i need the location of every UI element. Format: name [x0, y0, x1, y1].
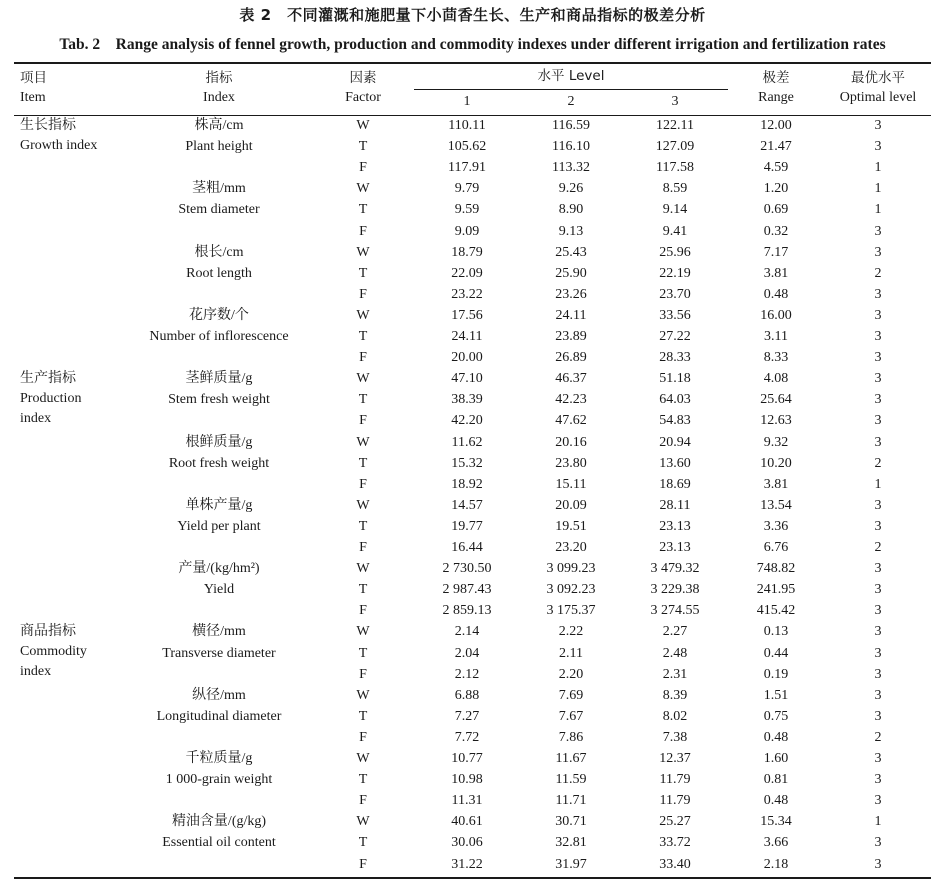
optimal-level-value: 3 — [874, 392, 882, 408]
header-optimal-en: Optimal level — [839, 90, 917, 105]
header-level — [414, 66, 728, 87]
level-3-value: 23.13 — [659, 518, 691, 534]
optimal-level-value: 3 — [874, 350, 882, 366]
level-3-value: 3 479.32 — [650, 561, 700, 577]
range-value: 415.42 — [756, 603, 796, 619]
level-3-value: 13.60 — [659, 455, 691, 471]
level-3-value: 54.83 — [659, 413, 691, 429]
factor-cell: W — [356, 307, 370, 323]
level-3-value: 3 229.38 — [650, 582, 700, 598]
item-label-en: Growth index — [20, 138, 98, 153]
level-3-value: 51.18 — [659, 371, 691, 387]
table-caption-en: Tab. 2 Range analysis of fennel growth, production and commodity indexes under different irrigation and fertilization rates — [59, 36, 886, 53]
range-value: 3.66 — [763, 835, 789, 851]
factor-cell: W — [356, 624, 370, 640]
optimal-level-value: 3 — [874, 118, 882, 133]
level-3-value: 11.79 — [659, 793, 691, 809]
range-value: 25.64 — [760, 392, 792, 408]
index-label-zh: 精油含量/(g/kg) — [171, 814, 267, 830]
range-value: 0.48 — [763, 793, 789, 809]
level-2-value: 116.10 — [552, 139, 590, 155]
range-value: 0.48 — [763, 286, 789, 302]
level-3-value: 25.96 — [659, 244, 691, 260]
level-1-value: 23.22 — [451, 286, 483, 302]
range-value: 1.20 — [763, 181, 789, 197]
level-1-value: 6.88 — [454, 687, 480, 703]
optimal-level-value: 3 — [874, 793, 882, 809]
level-3-value: 8.02 — [662, 708, 688, 724]
factor-cell: F — [359, 223, 367, 239]
index-label-en: Stem diameter — [178, 202, 260, 218]
range-value: 6.76 — [763, 540, 789, 555]
index-label-en: Longitudinal diameter — [156, 708, 282, 724]
level-3-value: 25.27 — [659, 814, 691, 830]
level-1-value: 2 987.43 — [442, 582, 492, 598]
level-2-value: 46.37 — [555, 371, 587, 387]
level-3-value: 8.59 — [662, 181, 688, 197]
level-3-value: 117.58 — [656, 160, 694, 176]
index-label-zh: 纵径/mm — [192, 687, 246, 703]
factor-cell: W — [356, 118, 370, 133]
level-1-value: 20.00 — [451, 350, 483, 366]
level-1-value: 2 859.13 — [442, 603, 492, 619]
level-1-value: 117.91 — [448, 160, 486, 176]
index-label-zh: 根长/cm — [194, 244, 244, 260]
level-2-value: 15.11 — [555, 476, 587, 492]
level-2-value: 3 099.23 — [546, 561, 596, 577]
factor-cell: F — [359, 540, 367, 555]
header-level-3: 3 — [671, 94, 679, 109]
factor-cell: F — [359, 729, 367, 745]
range-value: 9.32 — [763, 434, 789, 450]
optimal-level-value: 3 — [874, 286, 882, 302]
index-label-zh: 横径/mm — [192, 624, 246, 640]
level-3-value: 23.70 — [659, 286, 691, 302]
level-2-value: 30.71 — [555, 814, 587, 830]
optimal-level-value: 3 — [874, 772, 882, 788]
factor-cell: T — [358, 708, 368, 724]
index-label-zh: 根鲜质量/g — [185, 434, 253, 450]
level-2-value: 23.26 — [555, 286, 587, 302]
level-2-value: 3 175.37 — [546, 603, 596, 619]
level-1-value: 9.79 — [454, 181, 480, 197]
level-3-value: 9.14 — [662, 202, 688, 218]
level-2-value: 9.26 — [558, 181, 584, 197]
level-1-value: 2 730.50 — [442, 561, 492, 577]
optimal-level-value: 1 — [874, 202, 882, 218]
header-level-1: 1 — [463, 94, 471, 109]
range-value: 0.69 — [763, 202, 789, 218]
index-label-en: Yield — [203, 582, 235, 598]
factor-cell: W — [356, 244, 370, 260]
index-label-en: Yield per plant — [177, 518, 261, 534]
factor-cell: F — [359, 413, 367, 429]
header-index-en: Index — [203, 90, 235, 105]
header-range — [736, 68, 816, 108]
index-label-zh: 单株产量/g — [185, 497, 253, 513]
level-2-value: 11.67 — [555, 751, 587, 766]
level-3-value: 8.39 — [662, 687, 688, 703]
factor-cell: F — [359, 286, 367, 302]
level-1-value: 15.32 — [451, 455, 483, 471]
level-2-value: 2.20 — [558, 666, 584, 682]
range-value: 1.51 — [763, 687, 789, 703]
factor-cell: F — [359, 160, 367, 176]
index-label-zh: 茎鲜质量/g — [185, 371, 253, 387]
header-optimal — [818, 68, 938, 108]
level-1-value: 2.04 — [454, 645, 480, 661]
optimal-level-value: 3 — [874, 139, 882, 155]
index-label-en: 1 000-grain weight — [165, 772, 273, 788]
factor-cell: T — [358, 518, 368, 534]
level-1-value: 18.79 — [451, 244, 483, 260]
optimal-level-value: 3 — [874, 434, 882, 450]
range-value: 21.47 — [760, 139, 792, 155]
range-value: 7.17 — [763, 244, 789, 260]
factor-cell: F — [359, 666, 367, 682]
header-level-2: 2 — [567, 94, 575, 109]
optimal-level-value: 3 — [874, 708, 882, 724]
level-3-value: 33.40 — [659, 856, 691, 872]
factor-cell: T — [358, 835, 368, 851]
level-2-value: 2.22 — [558, 624, 584, 640]
optimal-level-value: 3 — [874, 307, 882, 323]
level-3-value: 127.09 — [655, 139, 695, 155]
index-label-zh: 花序数/个 — [189, 307, 249, 323]
index-label-zh: 产量/(kg/hm²) — [178, 561, 260, 577]
range-value: 8.33 — [763, 350, 789, 366]
range-value: 16.00 — [760, 307, 792, 323]
level-3-value: 9.41 — [662, 223, 688, 239]
level-1-value: 18.92 — [451, 476, 483, 492]
level-1-value: 7.27 — [454, 708, 480, 724]
item-label-zh: 生产指标 — [20, 371, 76, 387]
header-range-zh: 极差 — [762, 70, 790, 86]
factor-cell: T — [358, 329, 368, 344]
level-2-value: 11.71 — [555, 793, 587, 809]
level-1-value: 110.11 — [448, 118, 486, 133]
level-2-value: 32.81 — [555, 835, 587, 851]
level-3-value: 28.33 — [659, 350, 691, 366]
factor-cell: T — [358, 392, 368, 408]
level-1-value: 19.77 — [451, 518, 483, 534]
optimal-level-value: 1 — [874, 160, 882, 176]
item-label-en: Production — [20, 391, 82, 407]
factor-cell: W — [356, 434, 370, 450]
factor-cell: F — [359, 350, 367, 366]
optimal-level-value: 3 — [874, 603, 882, 619]
header-index — [159, 68, 279, 108]
factor-cell: W — [356, 687, 370, 703]
index-label-en: Plant height — [185, 139, 253, 155]
optimal-level-value: 3 — [874, 371, 882, 387]
range-value: 1.60 — [763, 751, 789, 766]
level-1-value: 11.62 — [451, 434, 483, 450]
level-1-value: 40.61 — [451, 814, 483, 830]
level-rule — [414, 89, 728, 90]
level-2-value: 2.11 — [559, 645, 583, 661]
level-1-value: 30.06 — [451, 835, 483, 851]
optimal-level-value: 3 — [874, 666, 882, 682]
optimal-level-value: 3 — [874, 624, 882, 640]
optimal-level-value: 2 — [874, 265, 882, 281]
level-2-value: 9.13 — [558, 223, 584, 239]
level-2-value: 42.23 — [555, 392, 587, 408]
level-3-value: 23.13 — [659, 540, 691, 555]
factor-cell: T — [358, 202, 368, 218]
optimal-level-value: 3 — [874, 856, 882, 872]
range-value: 4.59 — [763, 160, 789, 176]
level-1-value: 38.39 — [451, 392, 483, 408]
factor-cell: F — [359, 476, 367, 492]
level-3-value: 20.94 — [659, 434, 691, 450]
level-1-value: 9.59 — [454, 202, 480, 218]
level-3-value: 7.38 — [662, 729, 688, 745]
level-3-value: 2.48 — [662, 645, 688, 661]
header-factor — [333, 68, 393, 108]
level-1-value: 22.09 — [451, 265, 483, 281]
header-index-zh: 指标 — [205, 70, 233, 86]
level-2-value: 7.86 — [558, 729, 584, 745]
level-3-value: 33.56 — [659, 307, 691, 323]
factor-cell: T — [358, 265, 368, 281]
level-2-value: 25.43 — [555, 244, 587, 260]
level-2-value: 31.97 — [555, 856, 587, 872]
level-3-value: 33.72 — [659, 835, 691, 851]
header-factor-zh: 因素 — [349, 70, 377, 86]
range-value: 0.48 — [763, 729, 789, 745]
item-label-en: Commodity — [20, 644, 87, 660]
range-value: 13.54 — [760, 497, 792, 513]
level-2-value: 11.59 — [555, 772, 587, 788]
range-value: 3.11 — [764, 329, 788, 344]
range-value: 2.18 — [763, 856, 789, 872]
range-value: 3.81 — [763, 476, 789, 492]
factor-cell: T — [358, 645, 368, 661]
level-1-value: 14.57 — [451, 497, 483, 513]
range-value: 3.36 — [763, 518, 789, 534]
level-1-value: 105.62 — [447, 139, 487, 155]
factor-cell: F — [359, 603, 367, 619]
level-2-value: 23.89 — [555, 329, 587, 344]
level-3-value: 28.11 — [659, 497, 691, 513]
optimal-level-value: 3 — [874, 835, 882, 851]
header-item-en: Item — [20, 90, 46, 105]
optimal-level-value: 2 — [874, 455, 882, 471]
optimal-level-value: 1 — [874, 476, 882, 492]
level-2-value: 113.32 — [552, 160, 590, 176]
table-caption-zh: 表 2 不同灌溉和施肥量下小茴香生长、生产和商品指标的极差分析 — [239, 6, 706, 24]
item-label-zh: 生长指标 — [20, 118, 76, 133]
header-level-label: 水平 Level — [537, 68, 605, 84]
index-label-en: Root length — [186, 265, 252, 281]
factor-cell: W — [356, 181, 370, 197]
range-value: 12.63 — [760, 413, 792, 429]
index-label-en: Essential oil content — [162, 835, 276, 851]
index-label-en: Stem fresh weight — [168, 392, 270, 408]
level-2-value: 47.62 — [555, 413, 587, 429]
optimal-level-value: 3 — [874, 413, 882, 429]
factor-cell: W — [356, 371, 370, 387]
factor-cell: T — [358, 772, 368, 788]
range-value: 0.13 — [763, 624, 789, 640]
factor-cell: F — [359, 856, 367, 872]
item-label-zh: 商品指标 — [20, 624, 76, 640]
optimal-level-value: 2 — [874, 729, 882, 745]
level-1-value: 10.77 — [451, 751, 483, 766]
optimal-level-value: 3 — [874, 518, 882, 534]
level-1-value: 2.12 — [454, 666, 480, 682]
factor-cell: W — [356, 561, 370, 577]
optimal-level-value: 3 — [874, 751, 882, 766]
level-2-value: 19.51 — [555, 518, 587, 534]
level-1-value: 2.14 — [454, 624, 480, 640]
level-1-value: 17.56 — [451, 307, 483, 323]
optimal-level-value: 3 — [874, 561, 882, 577]
level-1-value: 31.22 — [451, 856, 483, 872]
level-2-value: 23.80 — [555, 455, 587, 471]
range-value: 3.81 — [763, 265, 789, 281]
factor-cell: W — [356, 497, 370, 513]
level-2-value: 7.69 — [558, 687, 584, 703]
range-value: 10.20 — [760, 455, 792, 471]
level-2-value: 26.89 — [555, 350, 587, 366]
index-label-zh: 株高/cm — [194, 118, 244, 133]
level-2-value: 20.16 — [555, 434, 587, 450]
range-value: 15.34 — [760, 814, 792, 830]
factor-cell: F — [359, 793, 367, 809]
level-1-value: 16.44 — [451, 540, 483, 555]
factor-cell: T — [358, 582, 368, 598]
range-value: 0.81 — [763, 772, 789, 788]
bottom-rule — [14, 877, 931, 879]
level-3-value: 122.11 — [656, 118, 694, 133]
item-label-en: index — [20, 411, 52, 427]
factor-cell: W — [356, 751, 370, 766]
level-3-value: 3 274.55 — [650, 603, 700, 619]
range-value: 0.75 — [763, 708, 789, 724]
level-1-value: 7.72 — [454, 729, 480, 745]
optimal-level-value: 3 — [874, 497, 882, 513]
optimal-level-value: 3 — [874, 687, 882, 703]
optimal-level-value: 3 — [874, 244, 882, 260]
level-2-value: 7.67 — [558, 708, 584, 724]
level-3-value: 11.79 — [659, 772, 691, 788]
level-1-value: 47.10 — [451, 371, 483, 387]
index-label-zh: 茎粗/mm — [192, 181, 246, 197]
range-value: 0.32 — [763, 223, 789, 239]
factor-cell: W — [356, 814, 370, 830]
optimal-level-value: 2 — [874, 540, 882, 555]
level-2-value: 116.59 — [552, 118, 590, 133]
level-2-value: 24.11 — [555, 307, 587, 323]
index-label-zh: 千粒质量/g — [185, 751, 253, 766]
range-value: 0.44 — [763, 645, 789, 661]
level-1-value: 11.31 — [451, 793, 483, 809]
top-rule — [14, 62, 931, 64]
level-1-value: 42.20 — [451, 413, 483, 429]
optimal-level-value: 1 — [874, 181, 882, 197]
level-2-value: 23.20 — [555, 540, 587, 555]
level-3-value: 18.69 — [659, 476, 691, 492]
level-2-value: 8.90 — [558, 202, 584, 218]
optimal-level-value: 3 — [874, 223, 882, 239]
range-value: 748.82 — [756, 561, 796, 577]
factor-cell: T — [358, 139, 368, 155]
item-label-en: index — [20, 664, 52, 680]
factor-cell: T — [358, 455, 368, 471]
level-3-value: 12.37 — [659, 751, 691, 766]
optimal-level-value: 1 — [874, 814, 882, 830]
header-factor-en: Factor — [345, 90, 381, 105]
optimal-level-value: 3 — [874, 329, 882, 344]
level-2-value: 3 092.23 — [546, 582, 596, 598]
level-3-value: 27.22 — [659, 329, 691, 344]
level-3-value: 64.03 — [659, 392, 691, 408]
range-value: 4.08 — [763, 371, 789, 387]
optimal-level-value: 3 — [874, 645, 882, 661]
header-optimal-zh: 最优水平 — [851, 70, 905, 86]
level-1-value: 24.11 — [451, 329, 483, 344]
level-3-value: 22.19 — [659, 265, 691, 281]
level-1-value: 9.09 — [454, 223, 480, 239]
range-value: 0.19 — [763, 666, 789, 682]
range-value: 12.00 — [760, 118, 792, 133]
header-item — [20, 68, 47, 108]
level-2-value: 25.90 — [555, 265, 587, 281]
optimal-level-value: 3 — [874, 582, 882, 598]
header-range-en: Range — [758, 90, 794, 105]
index-label-en: Number of inflorescence — [149, 329, 289, 344]
index-label-en: Transverse diameter — [162, 645, 276, 661]
range-value: 241.95 — [756, 582, 796, 598]
level-3-value: 2.31 — [662, 666, 688, 682]
level-3-value: 2.27 — [662, 624, 688, 640]
level-2-value: 20.09 — [555, 497, 587, 513]
level-1-value: 10.98 — [451, 772, 483, 788]
header-item-zh: 项目 — [20, 70, 47, 86]
index-label-en: Root fresh weight — [168, 455, 270, 471]
